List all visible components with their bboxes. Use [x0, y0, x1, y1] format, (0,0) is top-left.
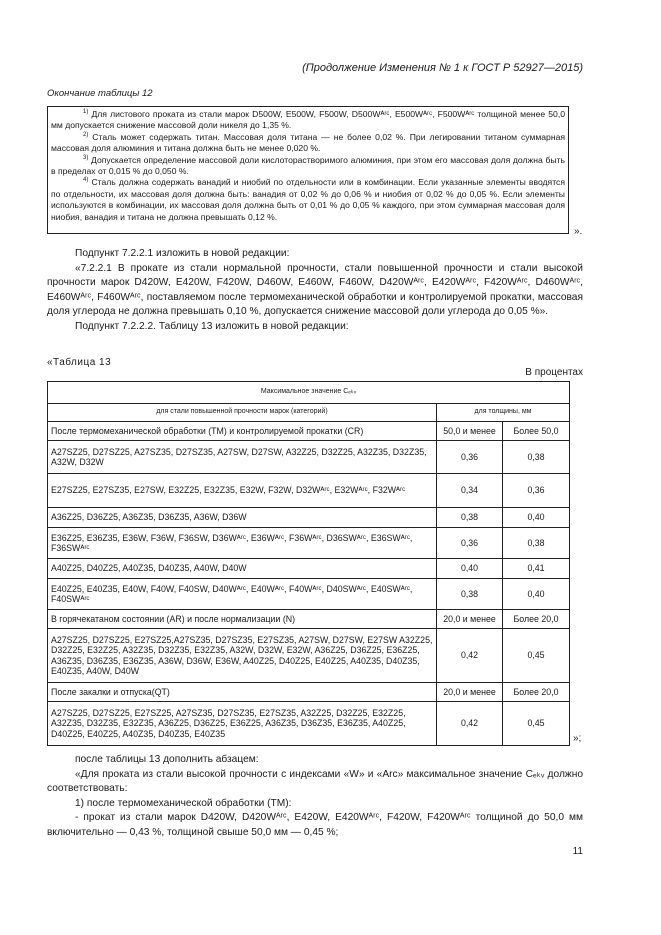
table13-caption: «Таблица 13 [47, 357, 112, 368]
paragraph: - прокат из стали марок D420W, D420Wᴬʳᶜ, E420W, E420Wᴬʳᶜ, F420W, F420Wᴬʳᶜ толщиной до 50,0 мм включительно — 0,43 %, толщиной свыше 50,0 мм — 0,45 %; [47, 812, 583, 838]
table12-footnotes [47, 106, 569, 234]
table13-unit: В процентах [525, 367, 583, 378]
table-row: A27SZ25, D27SZ25, E27SZ25,A27SZ35, D27SZ35, E27SZ35, A27SW, D27SW, E27SW A32Z25, D32Z25, E32Z25, A32Z35, D32Z35, E32Z35, A32W, D32W, E32W, A36Z25, D36Z25, E36Z25, A36Z35, D36Z35, E36Z35, A36W, D36W, E36W, A40Z25, D40Z25, E40Z25, A40Z35, D40Z35, E40Z35, A40W, D40W 0,42 0,45 [48, 629, 570, 683]
footnote-1: $^{1)}$ Для листового проката из стали марок D500W, E500W, F500W, D500Wᴬʳᶜ, E500Wᴬʳᶜ, F500Wᴬʳᶜ толщиной менее 50,0 мм допускается снижение массовой доли никеля до 1,35 %. [51, 109, 566, 131]
section-row: После закалки и отпуска(QT) 20,0 и менее Более 20,0 [48, 683, 570, 702]
section-row: После термомеханической обработки (ТМ) и контролируемой прокатки (CR) 50,0 и менее Более 50,0 [48, 422, 570, 441]
paragraph: Подпункт 7.2.2.1 изложить в новой редакции: [75, 248, 290, 259]
table12-caption: Окончание таблицы 12 [47, 88, 153, 99]
table-head-grades: для стали повышенной прочности марок (категорий) [48, 404, 437, 422]
table-row: A40Z25, D40Z25, A40Z35, D40Z35, A40W, D40W 0,40 0,41 [48, 559, 570, 579]
table12-close-quote: ». [574, 226, 583, 237]
table13-close-quote: »; [573, 733, 582, 744]
table-head-main: Максимальное значение Cₑₖᵥ [48, 382, 570, 404]
body-text-2 [47, 753, 583, 841]
table-row: A27SZ25, D27SZ25, E27SZ25, A27SZ35, D27SZ35, E27SZ35, A32Z25, D32Z25, E32Z25, A32Z35, D32Z35, E32Z35, A36Z25, D36Z25, E36Z25, A36Z35, D36Z35, E36Z35, A40Z25, D40Z25, E40Z25, A40Z35, D40Z35, E40Z35 0,42 0,45 [48, 702, 570, 746]
paragraph: 1) после термомеханической обработки (TM): [75, 797, 292, 809]
paragraph: после таблицы 13 дополнить абзацем: [75, 754, 259, 765]
table-row: A36Z25, D36Z25, A36Z35, D36Z35, A36W, D36W 0,38 0,40 [48, 508, 570, 528]
table-row: E27SZ25, E27SZ35, E27SW, E32Z25, E32Z35, E32W, F32W, D32Wᴬʳᶜ, E32Wᴬʳᶜ, F32Wᴬʳᶜ 0,34 0,36 [48, 474, 570, 508]
running-header: (Продолжение Изменения № 1 к ГОСТ Р 52927—2015) [302, 62, 583, 74]
paragraph: «Для проката из стали высокой прочности с индексами «W» и «Arc» максимальное значение Cₑₖᵥ должно соответствовать: [47, 768, 583, 795]
paragraph: Подпункт 7.2.2.2. Таблицу 13 изложить в новой редакции: [75, 320, 349, 332]
body-text-1 [47, 247, 583, 335]
footnote-2: $^{2)}$ Сталь может содержать титан. Массовая доля титана — не более 0,02 %. При легировании титаном суммарная массовая доля алюминия и титана должна быть не менее 0,020 %. [51, 131, 566, 154]
table-row: E36Z25, E36Z35, E36W, F36W, F36SW, D36Wᴬʳᶜ, E36Wᴬʳᶜ, F36Wᴬʳᶜ, D36SWᴬʳᶜ, E36SWᴬʳᶜ, F36SWᴬʳᶜ 0,36 0,38 [48, 528, 570, 559]
table-row: A27SZ25, D27SZ25, A27SZ35, D27SZ35, A27SW, D27SW, A32Z25, D32Z25, A32Z35, D32Z35, A32W, D32W 0,36 0,38 [48, 441, 570, 474]
page-number: 11 [572, 846, 583, 857]
table-row: E40Z25, E40Z35, E40W, F40W, F40SW, D40Wᴬʳᶜ, E40Wᴬʳᶜ, F40Wᴬʳᶜ, D40SWᴬʳᶜ, E40SWᴬʳᶜ, F40SWᴬʳᶜ 0,38 0,40 [48, 579, 570, 610]
table-head-thickness: для толщины, мм [437, 404, 570, 422]
table13 [47, 381, 570, 746]
footnote-4: $^{4)}$ Сталь должна содержать ванадий и ниобий по отдельности или в комбинации. Если указанные элементы вводятся по отдельности, их массовая доля должна быть: ванадия от 0,02 % до 0,06 % и ниобия от 0,02 % до 0,05 %. Если элементы используются в комбинации, их массовая доля должна быть от 0,01 % до 0,05 % каждого, при этом суммарная массовая доля ниобия, ванадия и титана не должна превышать 0,12 %. [51, 177, 565, 222]
footnote-3: $^{3)}$ Допускается определение массовой доли кислоторастворимого алюминия, при этом его массовая доля должна быть в пределах от 0,015 % до 0,050 %. [51, 154, 565, 177]
paragraph: «7.2.2.1 В прокате из стали нормальной прочности, стали повышенной прочности и стали высокой прочности марок D420W, E420W, F420W, D460W, E460W, F460W, D420Wᴬʳᶜ, E420Wᴬʳᶜ, F420Wᴬʳᶜ, D460Wᴬʳᶜ, E460Wᴬʳᶜ, F460Wᴬʳᶜ, поставляемом после термомеханической обработки и контролируемой прокатки, массовая доля углерода не должна превышать 0,10 %, допускается снижение массовой доли углерода до 0,05 %». [47, 262, 583, 318]
section-row: В горячекатаном состоянии (AR) и после нормализации (N) 20,0 и менее Более 20,0 [48, 610, 570, 629]
